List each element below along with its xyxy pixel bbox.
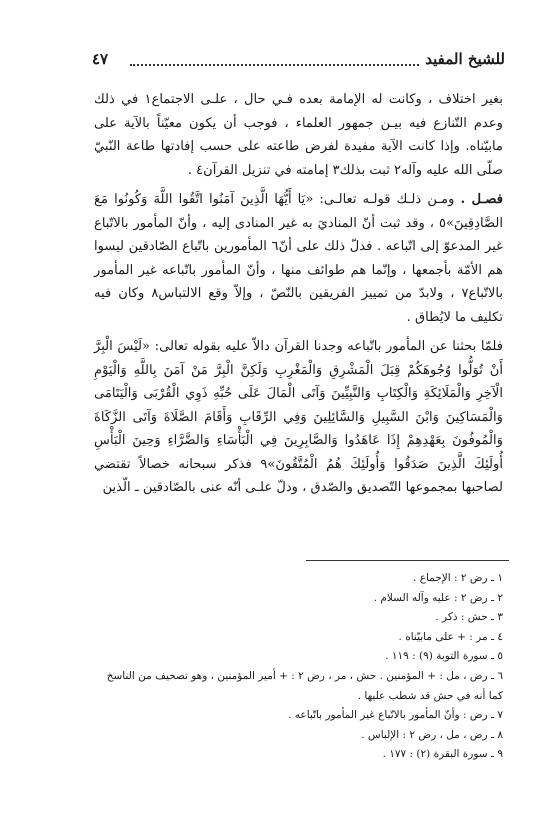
page-header — [92, 50, 505, 72]
header-dot-leader — [130, 64, 419, 66]
footnote: ٣ ـ حش : ذكر . — [435, 611, 503, 624]
footnote: ٧ ـ رض : وأنّ المأمور بالاتّباع غير المأمور باتّباعه . — [288, 709, 503, 722]
footnote: ٥ ـ سورة التوبة (٩) : ١١٩ . — [385, 650, 503, 663]
page-number: ٤٧ — [92, 50, 109, 68]
footnotes-list — [94, 569, 503, 765]
footnote: ٩ ـ سورة البقرة (٢) : ١٧٧ . — [382, 748, 503, 761]
running-title: للشيخ المفيد — [425, 50, 505, 68]
footnote: ٢ ـ رض ٢ : عليه وآله السلام . — [373, 591, 503, 604]
section-heading: فصـل . — [460, 192, 504, 207]
footnote: ١ ـ رض ٢ : الإجماع . — [413, 572, 503, 584]
footnote: ٨ ـ رض ، مل ، رض ٢ : الإلباس . — [361, 728, 503, 741]
paragraph-3: فلمّا بحثنا عن المأمور باتّباعه وجدنا القرآن دالاّ عليه بقوله تعالى: «لَيْسَ الْبِرَّ أَنْ تُوَلُّوا وُجُوهَكُمْ قِبَلَ الْمَشْرِقِ وَالْمَغْرِبِ وَلَكِنَّ الْبِرَّ مَنْ آمَنَ بِاللَّهِ وَالْيَوْمِ الْآخِرِ وَالْمَلَائِكَةِ وَالْكِتَابِ وَالنَّبِيِّينَ وَآتَى الْمَالَ عَلَى حُبِّهِ ذَوِي الْقُرْبَى وَالْيَتَامَى وَالْمَسَاكِينَ وَابْنَ السَّبِيلِ وَالسَّائِلِينَ وَفِي الرِّقَابِ وَأَقَامَ الصَّلَاةَ وَآتَى الزَّكَاةَ وَالْمُوفُونَ بِعَهْدِهِمْ إِذَا عَاهَدُوا وَالصَّابِرِينَ فِي الْبَأْسَاءِ وَالضَّرَّاءِ وَحِينَ الْبَأْسِ أُولَئِكَ الَّذِينَ صَدَقُوا وَأُولَئِكَ هُمُ الْمُتَّقُونَ»٩ فذكر سبحانه خصالاً تقتضي لصاحبها بمجموعها التّصديق والصّدق ، ودلّ علـى أنّه عنى بالصّادقين ـ الّذين — [94, 339, 503, 495]
main-text — [94, 88, 503, 500]
footnote: ٤ ـ مر : + على مابيّناه . — [398, 630, 503, 643]
paragraph-2-text: ومـن ذلـك قولـه تعالـى: «يَا أَيُّهَا الَّذِينَ آمَنُوا اتَّقُوا اللَّهَ وَكُونُوا مَعَ الصَّادِقِينَ»٥ ، وقد ثبت أنّ المناديَ به غير المنادى إليه ، وأنّ المأمور بالاتّباع غير المدعوّ إلى اتّباعه . فدلّ ذلك على أنّ٦ المأمورين باتّباع الصّادقين ليسوا هم الأمّة بأجمعها ، وإنّما هم طوائف منها ، وأنّ المأمور باتّباعه غير المأمور بالاتّباع٧ ، ولابدّ من تمييز الفريقين بالنّصّ ، وإلاّ وقع الالتباس٨ وكان فيه تكليف ما لايُطاق . — [94, 192, 503, 325]
footnote: ٦ ـ رض ، مل : + المؤمنين . حش ، مر ، رض ٢ : + أمير المؤمنين ، وهو تصحيف من الناسخ كما أنه في حش قد شطب عليها . — [106, 669, 503, 702]
paragraph-2 — [94, 188, 503, 329]
footnote-separator — [306, 560, 509, 561]
paragraph-1: بغير اختلاف ، وكانت له الإمامة بعده فـي حال ، علـى الاجتماع١ في ذلك وعدم التّنازع فيه بيـن جمهور العلماء ، فوجب أن يكون معيّناً بالآية على مابيّناه. وإذا كانت الآية مفيدة لفرض طاعته على حسب إفادتها طاعة النّبيّ صلّى الله عليه وآله٢ ثبت بذلك٣ إمامته في تنزيل القرآن٤ . — [94, 92, 503, 178]
